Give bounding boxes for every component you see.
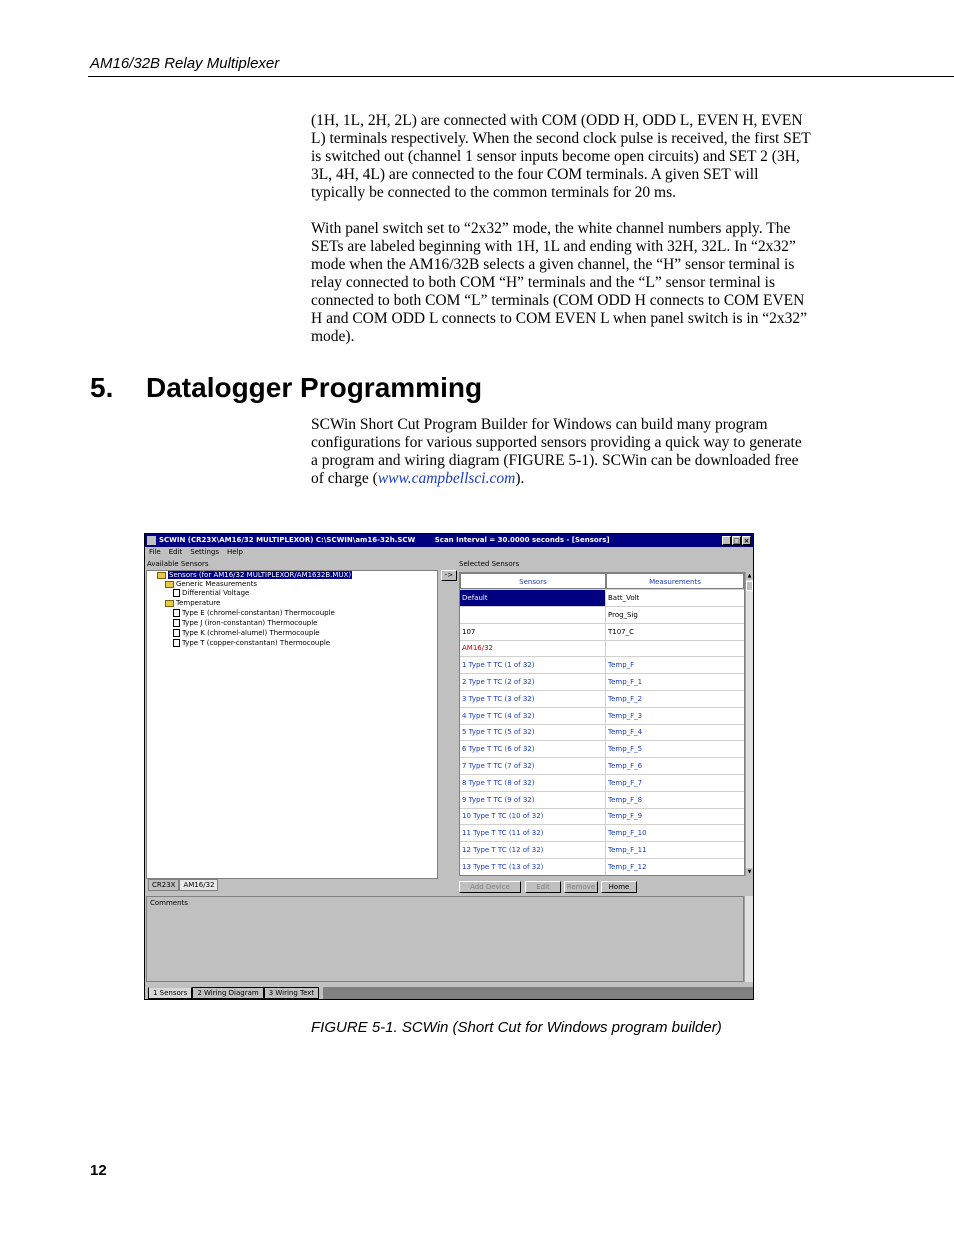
edit-button[interactable]: Edit [525,881,561,893]
window-title: SCWIN (CR23X\AM16/32 MULTIPLEXOR) C:\SCWIN\am16-32h.SCW Scan Interval = 30.0000 seconds - [Sensors] [159,536,610,544]
table-row[interactable] [460,825,744,842]
tree-item[interactable]: Generic Measurements [165,580,257,589]
measurement-cell[interactable]: Temp_F_9 [608,812,643,821]
paragraph-3 [311,416,811,488]
section-heading [90,372,482,404]
paragraph-1: (1H, 1L, 2H, 2L) are connected with COM (ODD H, ODD L, EVEN H, EVEN L) terminals respectively. When the second clock pulse is received, the first SET is switched out (channel 1 sensor inputs become open circuits) and SET 2 (3H, 3L, 4H, 4L) are connected to the four COM terminals. A given SET will typically be connected to the common terminals for 20 ms. [311,112,811,201]
selected-sensors-label: Selected Sensors [459,560,520,568]
window-titlebar [145,534,753,547]
sensor-cell[interactable]: 5 Type T TC (5 of 32) [460,724,606,740]
comments-scrollbar[interactable] [744,896,753,982]
grid-scrollbar[interactable] [745,572,753,876]
comments-label: Comments [150,899,188,907]
sensor-cell[interactable]: 107 [460,624,606,640]
measurement-cell[interactable] [606,640,744,656]
measurement-cell[interactable]: Temp_F_4 [608,728,643,737]
maximize-button[interactable]: □ [733,537,740,545]
menubar [145,547,757,558]
folder-icon [165,581,174,588]
tab-wiring-text[interactable]: 3 Wiring Text [264,987,319,999]
sensor-icon [173,589,180,597]
table-row[interactable] [460,590,744,607]
sensor-icon [173,639,180,647]
grid-header-row [460,573,744,590]
tree-item[interactable]: Differential Voltage [173,589,249,598]
measurement-cell[interactable]: Temp_F_8 [608,795,643,804]
available-sensors-label: Available Sensors [147,560,209,568]
page-number: 12 [90,1162,107,1179]
running-header: AM16/32B Relay Multiplexer [90,55,280,72]
measurement-cell[interactable]: Batt_Volt [608,594,640,602]
sensor-cell[interactable]: 11 Type T TC (11 of 32) [460,825,606,841]
home-button[interactable]: Home [601,881,637,893]
scroll-up-icon[interactable]: ▲ [747,573,752,579]
measurement-cell[interactable]: Temp_F_2 [608,694,643,703]
tree-item[interactable]: Temperature [165,599,220,608]
measurement-cell[interactable]: Temp_F_1 [608,678,643,686]
table-row[interactable] [460,758,744,775]
sensor-cell[interactable]: 9 Type T TC (9 of 32) [460,792,606,808]
sensor-cell[interactable]: 7 Type T TC (7 of 32) [460,758,606,774]
tree-item[interactable]: Type T (copper-constantan) Thermocouple [173,639,330,648]
table-row[interactable] [460,792,744,809]
section-title: Datalogger Programming [146,372,483,403]
comments-box[interactable] [146,896,744,982]
tree-item[interactable]: Type E (chromel-constantan) Thermocouple [173,609,335,618]
table-row[interactable] [460,674,744,691]
table-row[interactable] [460,859,744,876]
menu-edit[interactable]: Edit [168,548,183,556]
scroll-thumb[interactable] [746,581,753,591]
tab-am16-32[interactable]: AM16/32 [179,879,218,891]
sensor-cell[interactable]: 3 Type T TC (3 of 32) [460,691,606,707]
header-rule [88,76,954,77]
measurement-cell[interactable]: T107_C [608,627,635,636]
figure-caption: FIGURE 5-1. SCWin (Short Cut for Windows program builder) [311,1019,722,1036]
sensor-cell[interactable]: 12 Type T TC (12 of 32) [460,842,606,858]
table-row[interactable] [460,640,744,657]
folder-icon [157,572,166,579]
measurement-cell[interactable]: Temp_F_6 [608,762,643,770]
sensor-cell[interactable]: 6 Type T TC (6 of 32) [460,741,606,757]
menu-help[interactable]: Help [227,548,243,556]
table-row[interactable] [460,657,744,674]
measurement-cell[interactable]: Temp_F [608,661,635,670]
tab-strip-fill [323,987,753,999]
measurement-cell[interactable]: Temp_F_7 [608,778,643,787]
view-tabs [148,987,319,999]
sensor-cell[interactable]: 10 Type T TC (10 of 32) [460,808,606,824]
sensor-cell[interactable]: Default [460,590,606,606]
tree-item[interactable]: Type K (chromel-alumel) Thermocouple [173,629,320,638]
measurements-column-header[interactable]: Measurements [606,573,744,589]
measurement-cell[interactable]: Temp_F_10 [608,829,647,838]
app-icon [147,536,156,545]
sensor-cell[interactable]: 1 Type T TC (1 of 32) [460,657,606,673]
tab-cr23x[interactable]: CR23X [148,879,179,891]
sensors-column-header[interactable]: Sensors [460,573,606,589]
table-row[interactable] [460,691,744,708]
scroll-down-icon[interactable]: ▼ [747,869,752,875]
available-sensors-tree [146,570,438,879]
sensor-cell[interactable] [460,607,606,623]
paragraph-3-text: SCWin Short Cut Program Builder for Windows can build many program configurations for various supported sensors providing a quick way to generate a program and wiring diagram (FIGURE 5-1). SCWin can be downloaded free of charge ( [311,416,802,487]
table-row[interactable] [460,775,744,792]
tab-sensors[interactable]: 1 Sensors [148,987,192,999]
tree-item[interactable]: Type J (iron-constantan) Thermocouple [173,619,318,628]
measurement-cell[interactable]: Temp_F_12 [608,862,647,871]
menu-file[interactable]: File [149,548,161,556]
sensor-cell[interactable]: 13 Type T TC (13 of 32) [460,859,606,875]
folder-icon [165,600,174,607]
add-sensor-arrow-button[interactable]: -> [441,570,457,581]
remove-button[interactable]: Remove [564,881,598,893]
minimize-button[interactable]: _ [722,536,731,545]
sensor-icon [173,609,180,617]
table-row[interactable] [460,607,744,624]
section-number: 5. [90,372,114,403]
table-row[interactable] [460,842,744,859]
measurement-cell[interactable]: Prog_Sig [608,610,638,619]
datalogger-tabs [148,879,218,891]
measurement-cell[interactable]: Temp_F_11 [608,846,647,854]
tree-item[interactable]: Sensors (for AM16/32 MULTIPLEXOR/AM1632B.MUX) [157,571,352,580]
close-button[interactable]: × [743,537,750,545]
paragraph-3-tail: ). [515,470,525,487]
measurement-cell[interactable]: Temp_F_5 [608,745,643,754]
sensor-cell[interactable]: 4 Type T TC (4 of 32) [460,708,606,724]
table-row[interactable] [460,624,744,641]
sensor-cell[interactable]: AM16/32 [460,640,606,656]
campbellsci-link[interactable]: www.campbellsci.com [377,470,516,487]
table-row[interactable] [460,708,744,725]
add-device-button[interactable]: Add Device [459,881,521,893]
sensor-icon [173,619,180,627]
table-row[interactable] [460,741,744,758]
table-row[interactable] [460,808,744,825]
table-row[interactable] [460,724,744,741]
paragraph-2: With panel switch set to “2x32” mode, the white channel numbers apply. The SETs are labeled beginning with 1H, 1L and ending with 32H, 32L. In “2x32” mode when the AM16/32B selects a given channel, the “H” sensor terminal is relay connected to both COM “H” terminals and the “L” sensor terminal is connected to both COM “L” terminals (COM ODD H connects to COM EVEN H and COM ODD L connects to COM EVEN L when panel switch is in “2x32” mode). [311,220,808,345]
scwin-screenshot [144,533,754,1000]
sensor-cell[interactable]: 8 Type T TC (8 of 32) [460,775,606,791]
tab-wiring-diagram[interactable]: 2 Wiring Diagram [192,987,263,999]
menu-settings[interactable]: Settings [190,548,219,556]
measurement-cell[interactable]: Temp_F_3 [608,711,643,720]
sensor-icon [173,629,180,637]
sensor-cell[interactable]: 2 Type T TC (2 of 32) [460,674,606,690]
selected-sensors-grid [459,572,745,876]
